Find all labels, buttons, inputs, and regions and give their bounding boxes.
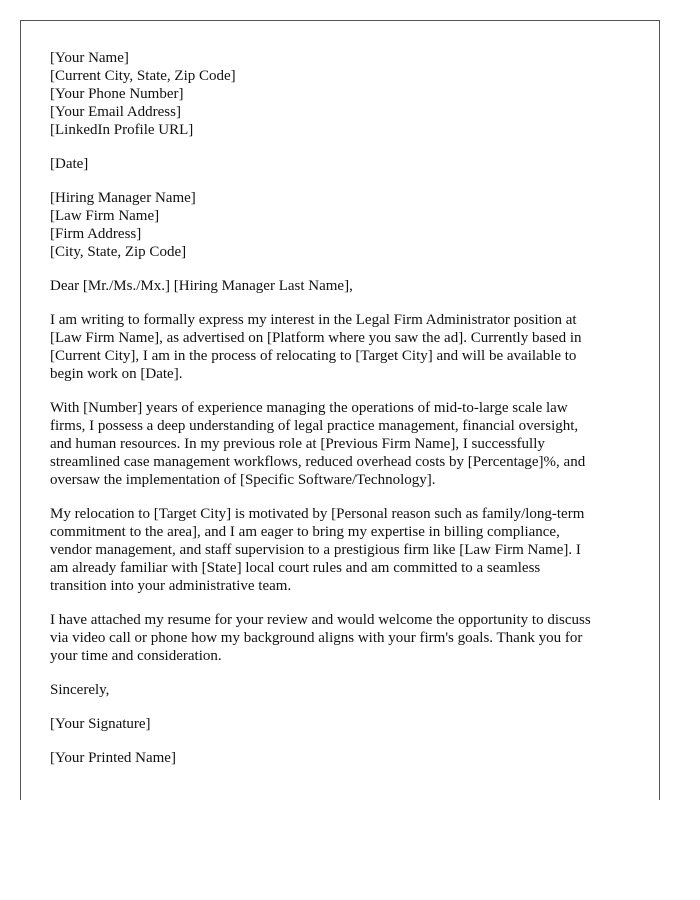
letter-date: [Date] [50, 156, 89, 172]
paragraph-line: vendor management, and staff supervision to a prestigious firm like [Law Firm Name]. I [50, 542, 581, 558]
recipient-block [50, 189, 640, 261]
sender-email: [Your Email Address] [50, 104, 181, 120]
paragraph-line: [Law Firm Name], as advertised on [Platform where you saw the ad]. Currently based in [50, 330, 582, 346]
paragraph-line: streamlined case management workflows, reduced overhead costs by [Percentage]%, and [50, 454, 586, 470]
body-paragraph-4 [50, 611, 640, 665]
letter-page [20, 20, 660, 800]
body-paragraph-2 [50, 399, 640, 489]
paragraph-line: My relocation to [Target City] is motivated by [Personal reason such as family/long-term [50, 506, 585, 522]
letter-content [50, 49, 640, 783]
paragraph-line: With [Number] years of experience managing the operations of mid-to-large scale law [50, 400, 568, 416]
printed-name [50, 749, 640, 767]
closing [50, 681, 640, 699]
paragraph-line: begin work on [Date]. [50, 366, 183, 382]
paragraph-line: oversaw the implementation of [Specific Software/Technology]. [50, 472, 436, 488]
paragraph-line: commitment to the area], and I am eager to bring my expertise in billing compliance, [50, 524, 560, 540]
paragraph-line: transition into your administrative team. [50, 578, 292, 594]
signature-text: [Your Signature] [50, 716, 151, 732]
recipient-name: [Hiring Manager Name] [50, 190, 196, 206]
paragraph-line: am already familiar with [State] local court rules and am committed to a seamless [50, 560, 541, 576]
paragraph-line: firms, I possess a deep understanding of legal practice management, financial oversight, [50, 418, 579, 434]
paragraph-line: I have attached my resume for your review and would welcome the opportunity to discuss [50, 612, 591, 628]
recipient-firm: [Law Firm Name] [50, 208, 160, 224]
date-block [50, 155, 640, 173]
paragraph-line: your time and consideration. [50, 648, 222, 664]
recipient-city-state-zip: [City, State, Zip Code] [50, 244, 187, 260]
sender-phone: [Your Phone Number] [50, 86, 184, 102]
paragraph-line: [Current City], I am in the process of relocating to [Target City] and will be available to [50, 348, 577, 364]
paragraph-line: I am writing to formally express my interest in the Legal Firm Administrator position at [50, 312, 577, 328]
salutation-text: Dear [Mr./Ms./Mx.] [Hiring Manager Last Name], [50, 278, 353, 294]
recipient-address: [Firm Address] [50, 226, 142, 242]
sender-block [50, 49, 640, 139]
sender-name: [Your Name] [50, 50, 129, 66]
printed-name-text: [Your Printed Name] [50, 750, 176, 766]
signature [50, 715, 640, 733]
sender-linkedin: [LinkedIn Profile URL] [50, 122, 194, 138]
paragraph-line: and human resources. In my previous role at [Previous Firm Name], I successfully [50, 436, 545, 452]
body-paragraph-3 [50, 505, 640, 595]
paragraph-line: via video call or phone how my background aligns with your firm's goals. Thank you for [50, 630, 583, 646]
body-paragraph-1 [50, 311, 640, 383]
sender-city-state-zip: [Current City, State, Zip Code] [50, 68, 236, 84]
salutation [50, 277, 640, 295]
closing-text: Sincerely, [50, 682, 110, 698]
